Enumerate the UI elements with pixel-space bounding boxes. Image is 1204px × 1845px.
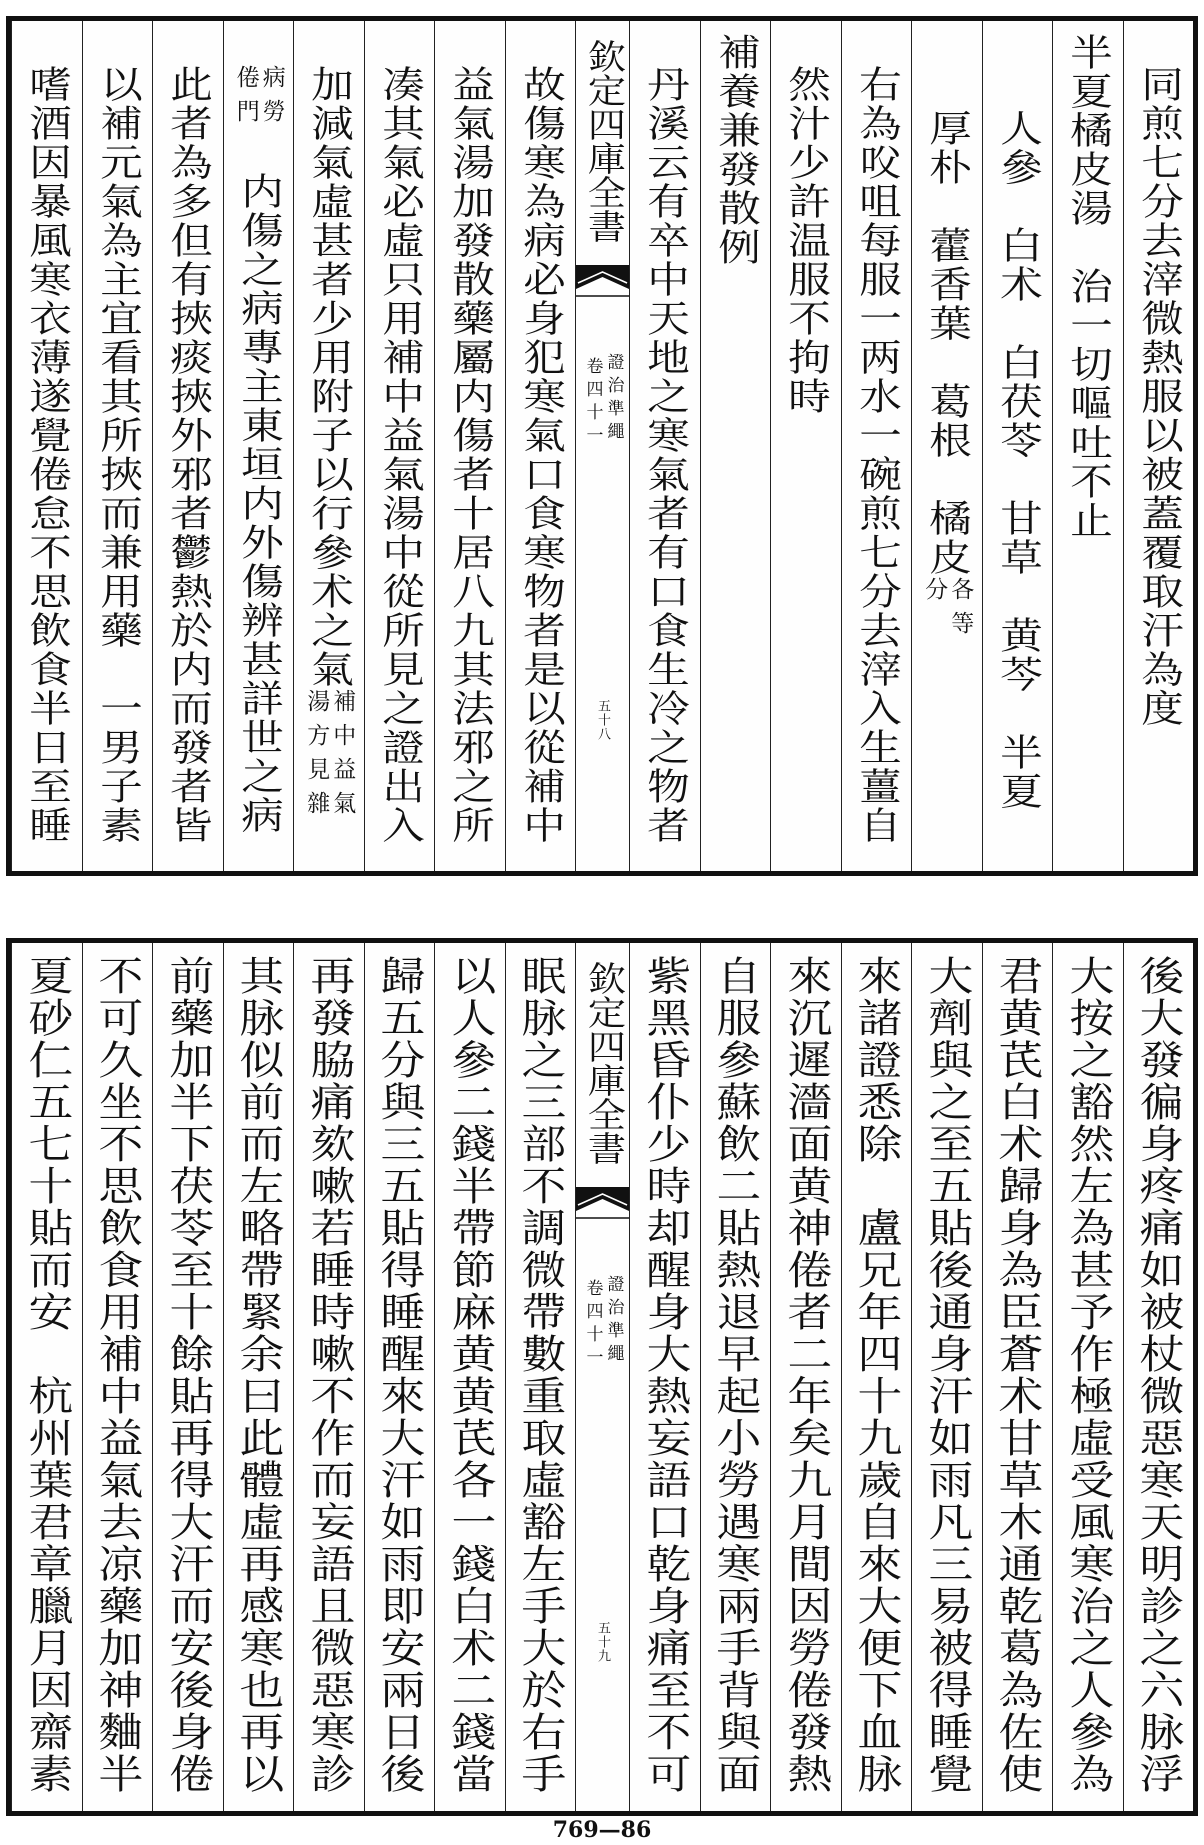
band-book-title: 證治準繩 [603,353,624,445]
column-text: 益氣湯加發散藥屬内傷者十居八九其法邪之所 [445,65,495,845]
text-column [82,943,153,1811]
column-text: 同煎七分去滓微熱服以被蓋覆取汗為度 [1133,65,1183,728]
text-column [770,21,841,871]
fishtail-mark [576,1187,629,1221]
text-column [82,21,153,871]
band-leaf-number: 五十九 [595,1621,610,1663]
annotation-left: 湯方見雜 [303,689,330,825]
column-text: 紫黑昏仆少時却醒身大熱妄語口乾身痛至不可 [638,955,691,1795]
column-text: 來沉遲濇面黄神倦者二年矣九月間因勞倦發熱 [779,955,832,1795]
fishtail-mark [576,265,629,299]
column-text: 嗜酒因暴風寒衣薄遂覺倦怠不思飲食半日至睡 [22,65,72,845]
column-text: 丹溪云有卒中天地之寒氣者有口食生冷之物者 [640,65,690,845]
annotation-left: 倦門 [232,65,259,133]
column-text: 補養兼發散例 [710,33,760,267]
column-text: 然汁少許温服不拘時 [781,65,831,416]
annotation-right: 病勞 [258,65,285,133]
page-top [6,16,1198,876]
text-column [1052,943,1123,1811]
band-subtitle [584,1275,622,1371]
column-text: 人參 白术 白茯苓 甘草 黄芩 半夏 [992,109,1042,811]
column-text: 歸五分與三五貼得睡醒來大汗如雨即安兩日後 [373,955,426,1795]
annotation-note [303,689,356,825]
text-column [505,943,576,1811]
text-column [11,21,82,871]
band-volume: 卷四十一 [582,357,603,449]
column-text: 厚朴 藿香葉 葛根 橘皮 [922,109,972,577]
column-text: 其脉似前而左略帶緊余曰此體虛再感寒也再以 [232,955,285,1795]
text-column [364,21,435,871]
column-text: 君黄芪白术歸身為臣蒼术甘草木通乾葛為佐使 [991,955,1044,1795]
text-column [434,21,505,871]
column-text: 大劑與之至五貼後通身汗如雨凡三易被得睡覺 [920,955,973,1795]
band-volume: 卷四十一 [582,1279,603,1371]
column-text: 故傷寒為病必身犯寒氣口食寒物者是以從補中 [515,65,565,845]
column-text: 凑其氣必虛只用補中益氣湯中從所見之證出入 [374,65,424,845]
column-text: 大按之豁然左為甚予作極虛受風寒治之人參為 [1061,955,1114,1795]
text-column [152,943,223,1811]
text-column [770,943,841,1811]
column-text: 此者為多但有挾痰挾外邪者鬱熱於内而發者皆 [163,65,213,845]
text-column [1123,21,1194,871]
text-column [223,943,294,1811]
column-text: 再發脇痛欬嗽若睡時嗽不作而妄語且微惡寒診 [302,955,355,1795]
text-column [505,21,576,871]
text-column [841,943,912,1811]
column-text: 來諸證悉除 盧兄年四十九歲自來大便下血脉 [850,955,903,1795]
text-column [982,943,1053,1811]
annotation-right: 各等 [947,577,974,645]
annotation-left: 分 [921,577,948,611]
text-column [364,943,435,1811]
column-text: 以補元氣為主宜看其所挾而兼用藥 一男子素 [92,65,142,845]
text-column [841,21,912,871]
text-column [293,943,364,1811]
text-column [700,943,771,1811]
text-column [152,21,223,871]
band-subtitle [584,353,622,449]
page-footer-number: 769—86 [552,1817,652,1843]
text-column [700,21,771,871]
column-text: 不可久坐不思飲食用補中益氣去凉藥加神麯半 [91,955,144,1795]
center-band [575,943,629,1811]
band-title: 欽定四庫全書 [580,961,625,1165]
column-text: 夏砂仁五七十貼而安 杭州葉君章臘月因齋素 [20,955,73,1795]
column-text: 内傷之病專主東垣内外傷辨甚詳世之病 [233,133,283,835]
column-text: 自服參蘇飲二貼熱退早起小勞遇寒兩手背與面 [709,955,762,1795]
column-text: 加減氣虛甚者少用附子以行參术之氣 [304,65,354,689]
column-text: 後大發徧身疼痛如被杖微惡寒天明診之六脉浮 [1132,955,1185,1795]
column-text: 半夏橘皮湯 治一切嘔吐不止 [1063,33,1113,540]
text-column [1052,21,1123,871]
column-text: 眠脉之三部不調微帶數重取虛豁左手大於右手 [514,955,567,1795]
text-column [293,21,364,871]
column-text: 前藥加半下茯苓至十餘貼再得大汗而安後身倦 [161,955,214,1795]
band-leaf-number: 五十八 [595,699,610,741]
text-column [911,21,982,871]
column-text: 以人參二錢半帶節麻黄黄芪各一錢白术二錢當 [443,955,496,1795]
column-text: 右為㕮咀每服一两水一碗煎七分去滓入生薑自 [851,65,901,845]
annotation-right: 補中益氣 [329,689,356,825]
text-column [911,943,982,1811]
text-column [1123,943,1194,1811]
annotation-note [234,65,283,133]
text-column [11,943,82,1811]
text-column [629,21,700,871]
annotation-note [921,577,974,645]
text-column [982,21,1053,871]
band-title: 欽定四庫全書 [580,39,625,243]
page-bottom [6,938,1198,1816]
band-book-title: 證治準繩 [603,1275,624,1367]
text-column [629,943,700,1811]
center-band [575,21,629,871]
text-column [223,21,294,871]
text-column [434,943,505,1811]
